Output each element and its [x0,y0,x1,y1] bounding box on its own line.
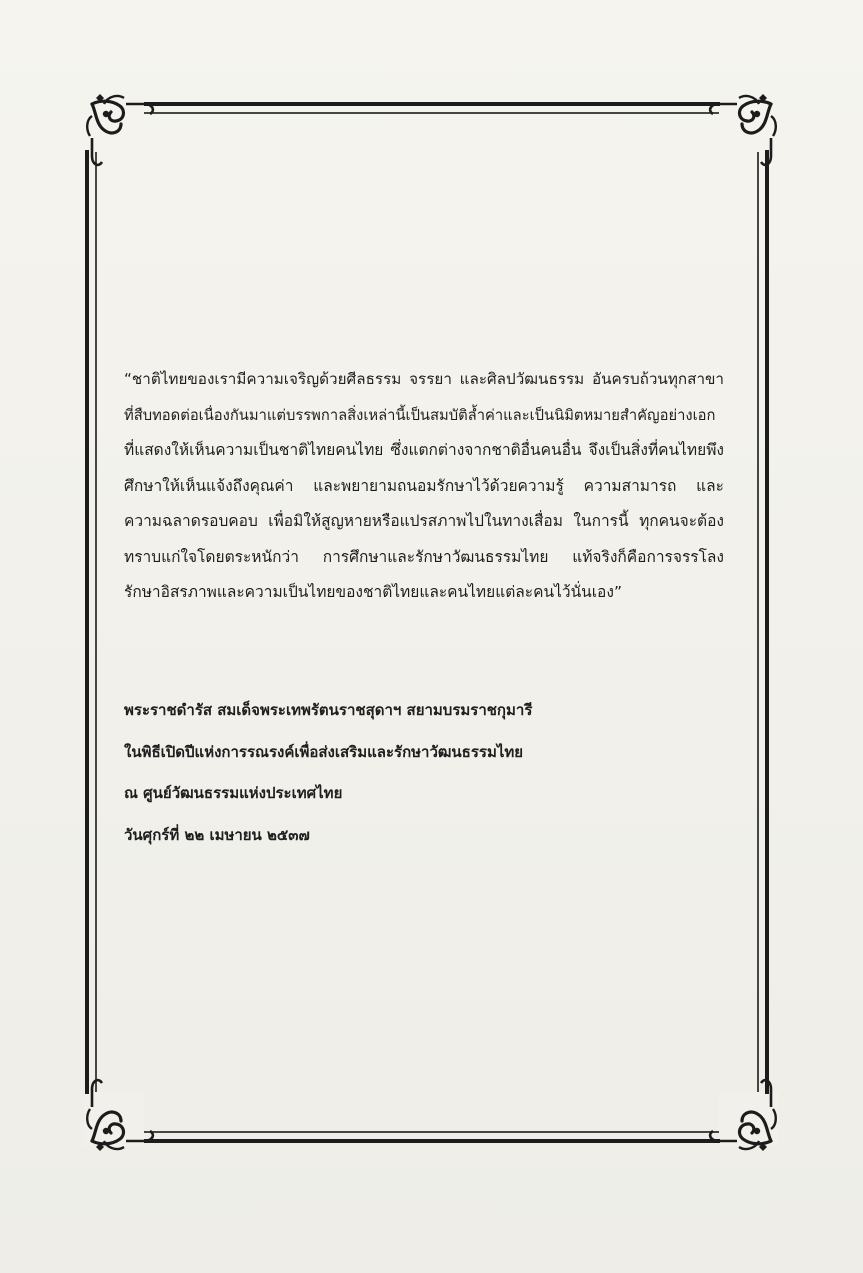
quote-line: ความฉลาดรอบคอบ เพื่อมิให้สูญหายหรือแปรสภาพไปในทางเสื่อม ในการนี้ ทุกคนจะต้อง [124,512,724,530]
quote-line: ที่แสดงให้เห็นความเป็นชาติไทยคนไทย ซึ่งแตกต่างจากชาติอื่นคนอื่น จึงเป็นสิ่งที่คนไทยพึง [124,441,724,459]
quote-line: “ชาติไทยของเรามีความเจริญด้วยศีลธรรม จรรยา และศิลปวัฒนธรรม อันครบถ้วนทุกสาขา [124,370,724,388]
attribution-venue: ณ ศูนย์วัฒนธรรมแห่งประเทศไทย [124,784,343,802]
royal-speech-quote [124,362,724,611]
quote-line: ศึกษาให้เห็นแจ้งถึงคุณค่า และพยายามถนอมรักษาไว้ด้วยความรู้ ความสามารถ และ [124,476,724,495]
attribution-date: วันศุกร์ที่ ๒๒ เมษายน ๒๕๓๗ [124,825,310,844]
attribution-speaker: พระราชดำรัส สมเด็จพระเทพรัตนราชสุดาฯ สยามบรมราชกุมารี [124,701,533,719]
quote-line: ที่สืบทอดต่อเนื่องกันมาแต่บรรพกาลสิ่งเหล่านี้เป็นสมบัติล้ำค่าและเป็นนิมิตหมายสำคัญอย่างเอก [124,406,716,424]
attribution-event: ในพิธีเปิดปีแห่งการรณรงค์เพื่อส่งเสริมและรักษาวัฒนธรรมไทย [124,742,524,761]
quote-line: รักษาอิสรภาพและความเป็นไทยของชาติไทยและคนไทยแต่ละคนไว้นั่นเอง” [124,583,622,601]
quote-line: ทราบแก่ใจโดยตระหนักว่า การศึกษาและรักษาวัฒนธรรมไทย แท้จริงก็คือการจรรโลง [124,547,724,566]
speech-attribution [124,690,724,856]
